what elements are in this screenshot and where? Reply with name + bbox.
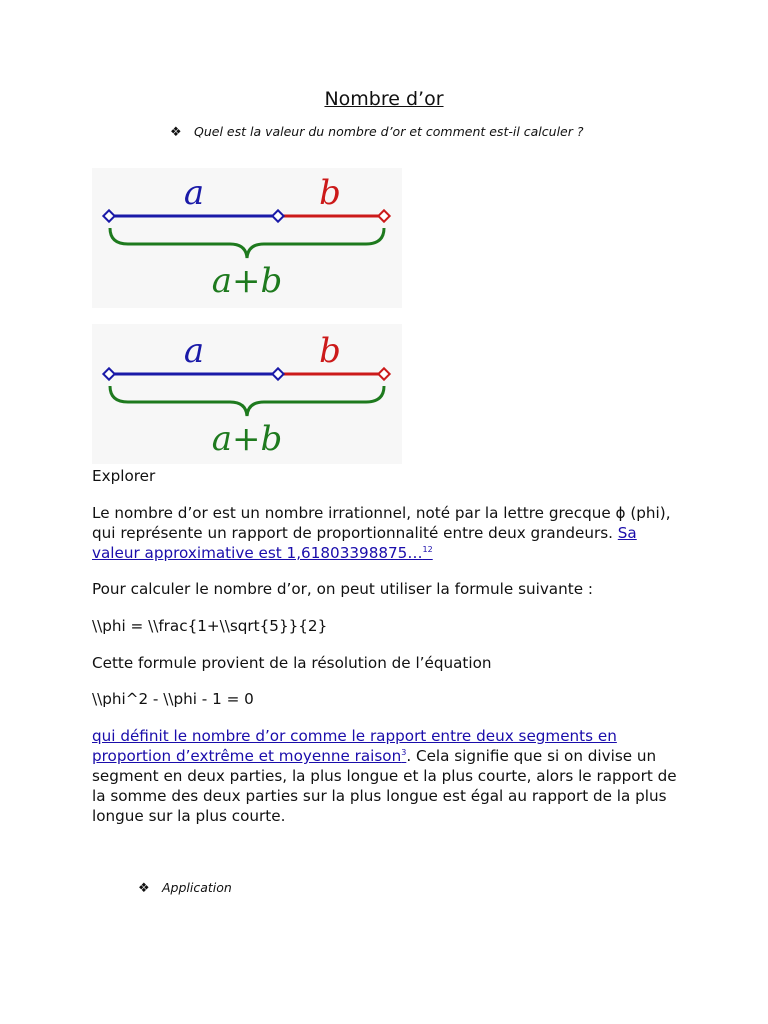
diamond-bullet-icon: ❖ — [170, 125, 182, 140]
label-sum: a+b — [211, 261, 283, 301]
explanation-text: . Cela signifie que si on divise un segment en deux parties, la plus longue et la plus courte, alors le rapport de la somme des deux parties sur la plus longue est égal au rapport de la plus longue sur la plus courte. — [92, 747, 677, 825]
formula-phi: \\phi = \\frac{1+\\sqrt{5}}{2} — [92, 617, 328, 635]
paragraph-definition — [92, 503, 682, 563]
label-sum: a+b — [211, 419, 283, 459]
label-a: a — [183, 173, 205, 213]
approx-value-link[interactable]: Sa valeur approximative est 1,61803398875…$^{12}$ — [92, 524, 637, 562]
definition-text: Le nombre d’or est un nombre irrationnel, noté par la lettre grecque ϕ (phi), qui représente un rapport de proportionnalité entre deux grandeurs. — [92, 504, 671, 542]
page-title: Nombre d’or — [324, 88, 444, 110]
formula-equation: \\phi^2 - \\phi - 1 = 0 — [92, 690, 254, 708]
label-a: a — [183, 331, 205, 371]
paragraph-formula-intro: Pour calculer le nombre d’or, on peut utiliser la formule suivante : — [92, 580, 593, 598]
application-text: Application — [162, 880, 232, 895]
explorer-label: Explorer — [92, 467, 156, 485]
golden-ratio-figure-2 — [92, 324, 402, 464]
question-line — [170, 124, 584, 140]
label-b: b — [319, 173, 341, 213]
footnote-ref: 3 — [401, 747, 407, 757]
paragraph-explanation — [92, 726, 682, 826]
label-b: b — [319, 331, 341, 371]
diamond-bullet-icon: ❖ — [138, 881, 150, 896]
footnote-ref: 12 — [422, 544, 433, 554]
question-text: Quel est la valeur du nombre d’or et comment est-il calculer ? — [194, 124, 584, 139]
golden-ratio-figure-1 — [92, 168, 402, 308]
extreme-mean-ratio-link[interactable]: qui définit le nombre d’or comme le rapport entre deux segments en proportion d’extrême et moyenne raison$^3$ — [92, 727, 617, 765]
paragraph-equation-intro: Cette formule provient de la résolution de l’équation — [92, 654, 492, 672]
application-heading — [138, 880, 232, 896]
